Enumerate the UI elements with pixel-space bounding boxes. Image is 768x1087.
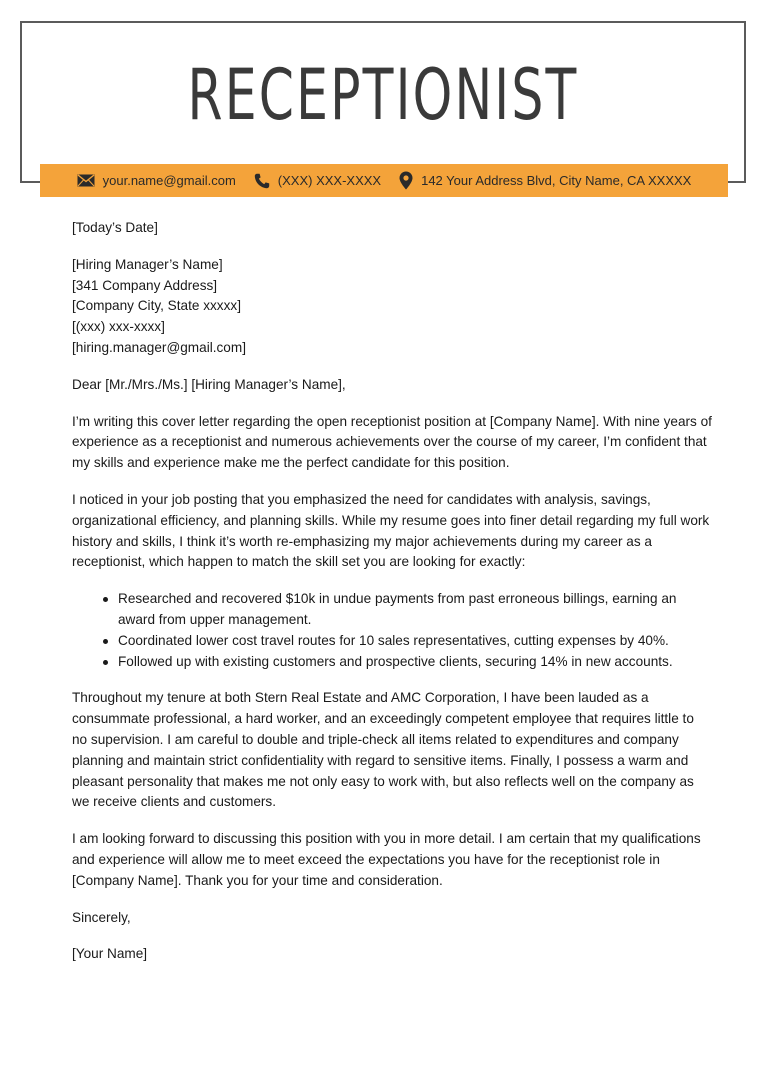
header-frame-corner-left: [20, 181, 42, 183]
contact-bar: [40, 164, 728, 197]
list-item: Coordinated lower cost travel routes for 10 sales representatives, cutting expenses by 40%.: [118, 631, 712, 652]
letter-date: [Today’s Date]: [72, 220, 158, 235]
paragraph-intro: I’m writing this cover letter regarding the open receptionist position at [Company Name]. With nine years of experience as a receptionist and numerous achievements over the course of my career, I’m confident that my skills and experience make me the perfect candidate for this position.: [72, 413, 712, 471]
map-pin-icon: [399, 171, 413, 190]
recipient-phone: [(xxx) xxx-xxxx]: [72, 319, 165, 335]
signature: [Your Name]: [72, 946, 148, 962]
paragraph-skills: I noticed in your job posting that you emphasized the need for candidates with analysis, savings, organizational efficiency, and planning skills. While my resume goes into finer detail regarding my full work history and skills, I think it’s worth re-emphasizing my major achievements during my career as a receptionist, which happen to match the skill set you are looking for exactly:: [72, 491, 710, 570]
contact-address: [399, 171, 691, 190]
recipient-block: [72, 255, 712, 359]
recipient-email: [hiring.manager@gmail.com]: [72, 339, 246, 355]
list-item: Followed up with existing customers and prospective clients, securing 14% in new accounts.: [118, 652, 712, 673]
recipient-name: [Hiring Manager’s Name]: [72, 256, 223, 272]
header-frame-corner-right: [726, 181, 746, 183]
phone-icon: [254, 173, 270, 189]
contact-phone: [254, 173, 381, 189]
contact-email: [77, 173, 236, 188]
recipient-address: [341 Company Address]: [72, 277, 218, 293]
envelope-icon: [77, 174, 95, 187]
paragraph-tenure: Throughout my tenure at both Stern Real Estate and AMC Corporation, I have been lauded as a consummate professional, a hard worker, and an exceedingly competent employee that requires little to no supervision. I am careful to double and triple-check all items related to expenditures and company planning and maintain strict confidentiality with regard to sensitive items. Finally, I possess a warm and pleasant personality that makes me not only easy to work with, but also reflects well on the company as we receive clients and customers.: [72, 690, 694, 810]
page-title: RECEPTIONIST: [187, 54, 579, 136]
contact-address-text: 142 Your Address Blvd, City Name, CA XXXXX: [421, 173, 692, 188]
contact-email-text[interactable]: your.name@gmail.com: [102, 173, 236, 188]
achievements-list: [72, 589, 712, 672]
contact-phone-text[interactable]: (XXX) XXX-XXXX: [277, 173, 382, 188]
letter-body: [72, 218, 712, 965]
paragraph-closing: I am looking forward to discussing this position with you in more detail. I am certain that my qualifications and experience will allow me to meet exceed the expectations you have for the receptionist role in [Company Name]. Thank you for your time and consideration.: [72, 831, 701, 888]
salutation: Dear [Mr./Mrs./Ms.] [Hiring Manager’s Name],: [72, 376, 346, 392]
recipient-city-state: [Company City, State xxxxx]: [72, 298, 241, 314]
list-item: Researched and recovered $10k in undue payments from past erroneous billings, earning an award from upper management.: [118, 589, 712, 631]
closing: Sincerely,: [72, 909, 131, 925]
